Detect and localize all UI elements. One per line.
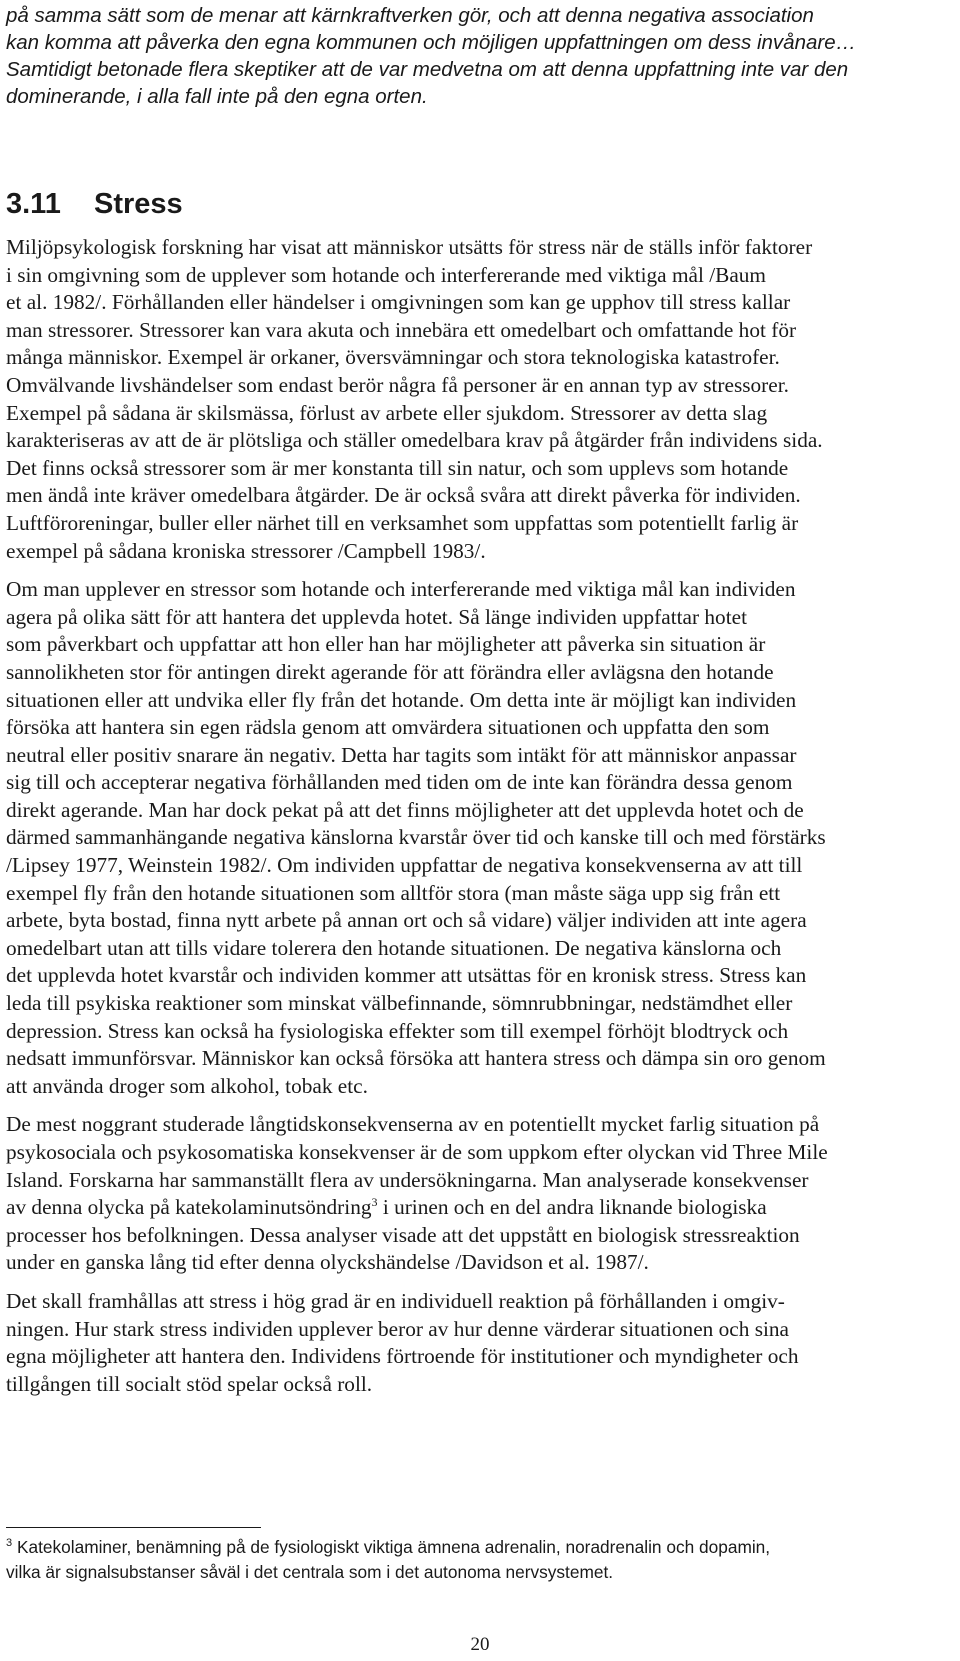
footnote-divider xyxy=(6,1527,261,1528)
text-line: direkt agerande. Man har dock pekat på att det finns möjligheter att det upplevda hotet och de xyxy=(6,797,804,822)
quote-line: Samtidigt betonade flera skeptiker att de var medvetna om att denna uppfattning inte var den xyxy=(6,58,849,81)
text-line: sannolikheten stor för antingen direkt agerande för att förändra eller avlägsna den hotande xyxy=(6,659,774,684)
text-line: som påverkbart och uppfattar att hon eller han har möjligheter att påverka sin situation är xyxy=(6,632,766,657)
quote-line: kan komma att påverka den egna kommunen och möjligen uppfattningen om dess invånare… xyxy=(6,31,857,54)
section-title: Stress xyxy=(94,188,183,220)
text-line xyxy=(6,1194,926,1222)
document-page xyxy=(6,0,926,1398)
text-line: Miljöpsykologisk forskning har visat att människor utsätts för stress när de ställs inför faktorer xyxy=(6,235,813,259)
text-line: i sin omgivning som de upplever som hotande och interfererande med viktiga mål /Baum xyxy=(6,262,767,287)
text-line: Exempel på sådana är skilsmässa, förlust av arbete eller sjukdom. Stressorer av detta slag xyxy=(6,400,768,425)
text-line: omedelbart utan att tills vidare tolerera den hotande situationen. De negativa känslorna och xyxy=(6,935,782,960)
text-line: situationen eller att undvika eller fly från det hotande. Om detta inte är möjligt kan individen xyxy=(6,687,797,712)
text-line: karakteriseras av att de är plötsliga och ställer omedelbara krav på åtgärder från individens sida. xyxy=(6,428,823,453)
text-line: egna möjligheter att hantera den. Individens förtroende för institutioner och myndigheter och xyxy=(6,1344,799,1369)
paragraph-1 xyxy=(6,234,926,565)
text-line: försöka att hantera sin egen rädsla genom att omvärdera situationen och uppfatta den som xyxy=(6,715,770,740)
text-line: nedsatt immunförsvar. Människor kan också försöka att hantera stress och dämpa sin oro genom xyxy=(6,1046,826,1071)
text-line: tillgången till socialt stöd spelar också roll. xyxy=(6,1371,373,1396)
text-line: depression. Stress kan också ha fysiologiska effekter som till exempel förhöjt blodtryck och xyxy=(6,1018,789,1043)
text-line: exempel på sådana kroniska stressorer /Campbell 1983/. xyxy=(6,538,486,563)
paragraph-4 xyxy=(6,1288,926,1398)
text-line: många människor. Exempel är orkaner, översvämningar och stora teknologiska katastrofer. xyxy=(6,345,780,370)
text-line: därmed sammanhängande negativa känslorna kvarstår över tid och kanske till och med förstärks xyxy=(6,825,826,850)
footnote-line xyxy=(6,1535,926,1560)
footnote xyxy=(6,1535,926,1585)
text-line: processer hos befolkningen. Dessa analyser visade att det uppstått en biologisk stressreaktion xyxy=(6,1222,800,1247)
footnote-text: Katekolaminer, benämning på de fysiologiskt viktiga ämnena adrenalin, noradrenalin och dopamin, xyxy=(16,1537,771,1557)
section-number: 3.11 xyxy=(6,188,61,220)
quote-line: på samma sätt som de menar att kärnkraftverken gör, och att denna negativa association xyxy=(6,4,814,27)
text-line: Island. Forskarna har sammanställt flera av undersökningarna. Man analyserade konsekvenser xyxy=(6,1167,809,1192)
quote-line: dominerande, i alla fall inte på den egna orten. xyxy=(6,85,428,108)
text-line: agera på olika sätt för att hantera det upplevda hotet. Så länge individen uppfattar hotet xyxy=(6,604,747,629)
page-number: 20 xyxy=(470,1634,490,1655)
text-line: men ändå inte kräver omedelbara åtgärder. De är också svåra att direkt påverka för individen. xyxy=(6,483,801,508)
text-line: ningen. Hur stark stress individen upplever beror av hur denne värderar situationen och sina xyxy=(6,1316,790,1341)
text-line: et al. 1982/. Förhållanden eller händelser i omgivningen som kan ge upphov till stress kallar xyxy=(6,290,791,315)
text-line: att använda droger som alkohol, tobak etc. xyxy=(6,1073,368,1098)
footnote-reference[interactable]: 3 xyxy=(371,1195,378,1210)
text-line: exempel fly från den hotande situationen som alltför stora (man måste säga upp sig från ett xyxy=(6,880,781,905)
text-line: under en ganska lång tid efter denna olyckshändelse /Davidson et al. 1987/. xyxy=(6,1250,649,1275)
footnote-line: vilka är signalsubstanser såväl i det centrala som i det autonoma nervsystemet. xyxy=(6,1562,614,1582)
text-line: Om man upplever en stressor som hotande och interfererande med viktiga mål kan individen xyxy=(6,577,796,602)
text-line: Det skall framhållas att stress i hög grad är en individuell reaktion på förhållanden i omgiv- xyxy=(6,1288,785,1313)
section-heading xyxy=(6,186,926,222)
text-fragment: i urinen och en del andra liknande biologiska xyxy=(377,1195,767,1220)
text-line: Omvälvande livshändelser som endast berör några få personer är en annan typ av stressorer. xyxy=(6,372,789,397)
text-line: man stressorer. Stressorer kan vara akuta och innebära ett omedelbart och omfattande hot för xyxy=(6,317,797,342)
footnote-marker: 3 xyxy=(6,1537,13,1550)
text-line: Det finns också stressorer som är mer konstanta till sin natur, och som upplevs som hotande xyxy=(6,455,789,480)
text-line: De mest noggrant studerade långtidskonsekvenserna av en potentiellt mycket farlig situation på xyxy=(6,1112,820,1137)
text-line: arbete, byta bostad, finna nytt arbete på annan ort och så vidare) väljer individen att inte agera xyxy=(6,908,807,933)
text-line: leda till psykiska reaktioner som minskat välbefinnande, sömnrubbningar, nedstämdhet eller xyxy=(6,991,793,1016)
text-line: det upplevda hotet kvarstår och individen kommer att utsättas för en kronisk stress. Stress kan xyxy=(6,963,807,988)
text-line: Luftföroreningar, buller eller närhet till en verksamhet som uppfattas som potentiellt farlig är xyxy=(6,510,799,535)
continued-quote xyxy=(6,2,926,110)
text-line: /Lipsey 1977, Weinstein 1982/. Om individen uppfattar de negativa konsekvenserna av att till xyxy=(6,853,803,878)
text-line: neutral eller positiv snarare än negativ. Detta har tagits som intäkt för att människor anpassar xyxy=(6,742,797,767)
paragraph-3 xyxy=(6,1111,926,1277)
text-line: sig till och accepterar negativa förhållanden med tiden om de inte kan förändra dessa genom xyxy=(6,770,793,795)
text-fragment: av denna olycka på katekolaminutsöndring xyxy=(6,1195,372,1220)
text-line: psykosociala och psykosomatiska konsekvenser är de som uppkom efter olyckan vid Three Mile xyxy=(6,1140,828,1164)
paragraph-2 xyxy=(6,576,926,1100)
